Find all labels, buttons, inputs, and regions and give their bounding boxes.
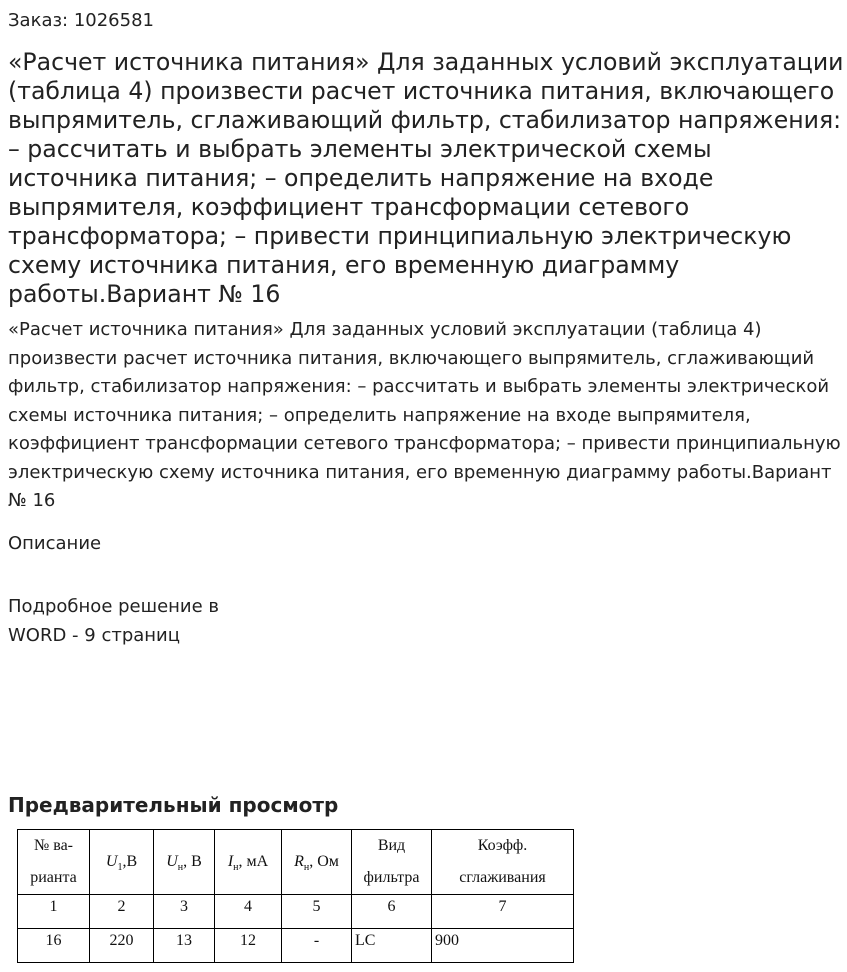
preview-heading: Предварительный просмотр bbox=[8, 793, 339, 817]
order-number: Заказ: 1026581 bbox=[8, 10, 154, 31]
column-number-row bbox=[18, 895, 574, 929]
solution-details bbox=[8, 592, 268, 650]
page-title: «Расчет источника питания» Для заданных условий эксплуатации (таблица 4) произвести расчет источника питания, включающего выпрямитель, сглаживающий фильтр, стабилизатор напряжения: – рассчитать и выбрать элементы электрической схемы источника питания; – определить напряжение на входе выпрямителя, коэффициент трансформации сетевого трансформатора; – привести принципиальную электрическую схему источника питания, его временную диаграмму работы.Вариант № 16 bbox=[8, 48, 844, 308]
task-description: «Расчет источника питания» Для заданных условий эксплуатации (таблица 4) произвести расчет источника питания, включающего выпрямитель, сглаживающий фильтр, стабилизатор напряжения: – рассчитать и выбрать элементы электрической схемы источника питания; – определить напряжение на входе выпрямителя, коэффициент трансформации сетевого трансформатора; – привести принципиальную электрическую схему источника питания, его временную диаграмму работы.Вариант № 16 bbox=[8, 319, 841, 511]
solution-details-line-1: Подробное решение в bbox=[8, 596, 220, 617]
header-in: $I_н$, мА bbox=[215, 830, 282, 895]
column-number: 4 bbox=[215, 895, 282, 929]
description-section-label: Описание bbox=[8, 533, 102, 554]
header-variant: № ва- рианта bbox=[18, 830, 90, 895]
header-u1: $U_1,В$ bbox=[90, 830, 154, 895]
parameters-table bbox=[17, 829, 574, 963]
cell-u1: 220 bbox=[90, 929, 154, 963]
cell-rn: - bbox=[282, 929, 352, 963]
column-number: 1 bbox=[18, 895, 90, 929]
cell-smoothing-coefficient: 900 bbox=[432, 929, 574, 963]
header-rn: $R_н$, Ом bbox=[282, 830, 352, 895]
header-filter-type: Вид фильтра bbox=[352, 830, 432, 895]
table-row bbox=[18, 929, 574, 963]
column-number: 5 bbox=[282, 895, 352, 929]
cell-filter-type: LC bbox=[352, 929, 432, 963]
column-number: 2 bbox=[90, 895, 154, 929]
cell-in: 12 bbox=[215, 929, 282, 963]
header-un: $U_н$, В bbox=[154, 830, 215, 895]
cell-variant: 16 bbox=[18, 929, 90, 963]
column-number: 3 bbox=[154, 895, 215, 929]
header-smoothing-coefficient: Коэфф. сглаживания bbox=[432, 830, 574, 895]
solution-details-line-2: WORD - 9 страниц bbox=[8, 625, 181, 646]
column-number: 7 bbox=[432, 895, 574, 929]
cell-un: 13 bbox=[154, 929, 215, 963]
column-number: 6 bbox=[352, 895, 432, 929]
table-header-row bbox=[18, 830, 574, 895]
